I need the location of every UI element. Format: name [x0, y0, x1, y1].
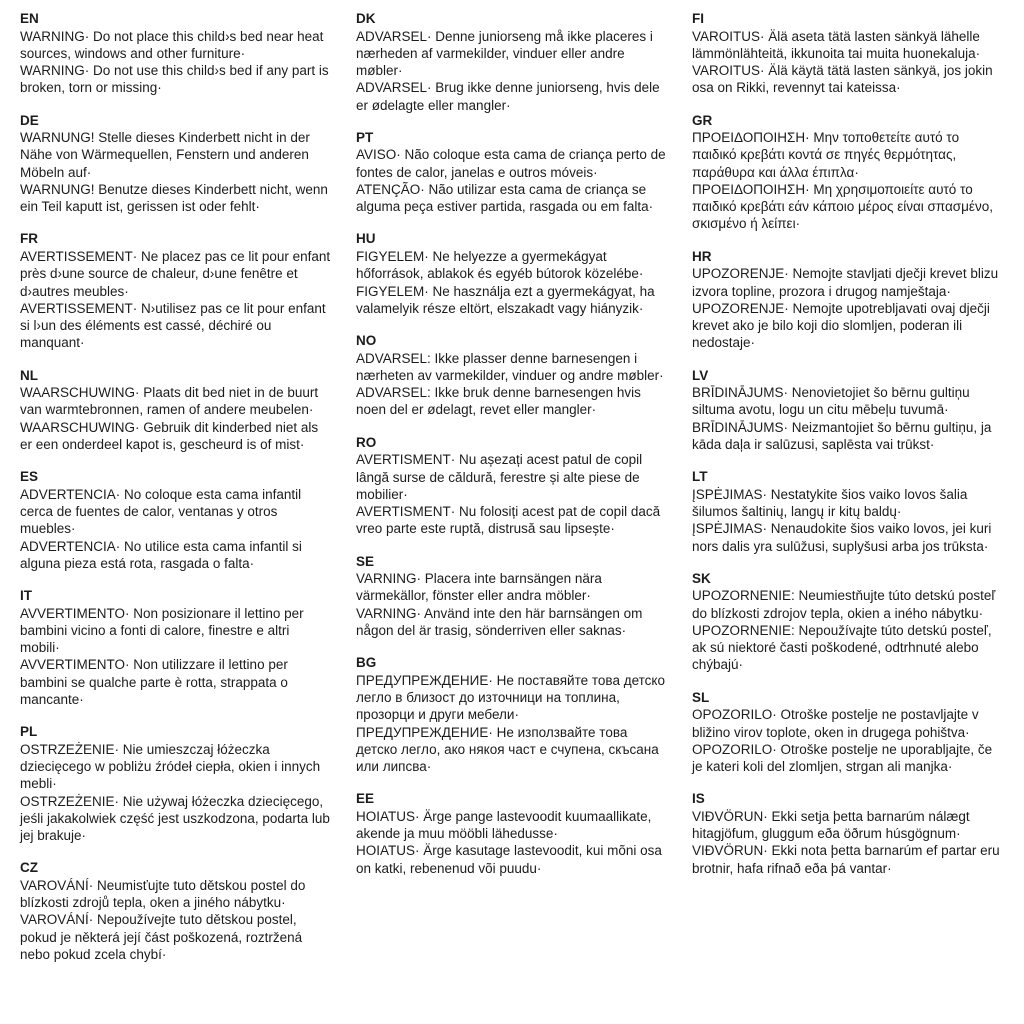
- lang-section-gr: [692, 112, 1004, 233]
- warning-text: VAROITUS· Älä käytä tätä lasten sänkyä, jos jokin osa on Rikki, revennyt tai kateissa·: [692, 63, 993, 96]
- warning-text: WARNING· Do not use this child›s bed if any part is broken, torn or missing·: [20, 63, 329, 96]
- warning-text: AVERTISSEMENT· Ne placez pas ce lit pour enfant près d›une source de chaleur, d›une fenêtre et d›autres meubles·: [20, 249, 331, 299]
- warning-text: ADVARSEL· Denne juniorseng må ikke placeres i nærheden af varmekilder, vinduer eller andre møbler·: [356, 28, 653, 79]
- lang-section-de: [20, 112, 332, 216]
- warning-column-1: [20, 10, 332, 1014]
- warning-text: OSTRZEŻENIE· Nie umieszczaj łóżeczka dziecięcego w pobliżu źródeł ciepła, okien i innych mebli·: [20, 741, 321, 792]
- lang-code-gr: GR: [692, 112, 713, 128]
- lang-section-es: [20, 468, 332, 572]
- warning-text: ATENÇÃO· Não utilizar esta cama de criança se alguma peça estiver partida, rasgada ou em falta·: [356, 181, 654, 215]
- lang-code-pl: PL: [20, 724, 38, 740]
- lang-code-es: ES: [20, 469, 39, 485]
- warning-text: VAROITUS· Älä aseta tätä lasten sänkyä lähelle lämmönlähteitä, ikkunoita tai muita huonekaluja·: [692, 28, 981, 61]
- lang-code-fi: FI: [692, 11, 704, 26]
- lang-code-bg: BG: [356, 655, 377, 671]
- warning-text: WARNUNG! Benutze dieses Kinderbett nicht, wenn ein Teil kaputt ist, gerissen ist oder fehlt·: [20, 181, 328, 215]
- warning-text: VAROVÁNÍ· Neumisťujte tuto dětskou postel do blízkosti zdrojů tepla, oken a jiného nábytku·: [20, 877, 306, 911]
- warning-text: VAROVÁNÍ· Nepoužívejte tuto dětskou postel, pokud je některá její část poškozená, roztržená nebo pokud zcela chybí·: [20, 912, 303, 962]
- warning-text: ADVARSEL: Ikke bruk denne barnesengen hvis noen del er ødelagt, revet eller mangler·: [356, 385, 641, 418]
- lang-code-ee: EE: [356, 791, 375, 807]
- warning-text: AVERTISMENT· Nu folosiți acest pat de copil dacă vreo parte este ruptă, distrusă sau lipsește·: [356, 504, 661, 537]
- lang-code-se: SE: [356, 553, 375, 569]
- warning-text: ПРЕДУПРЕЖДЕНИЕ· Не използвайте това детско легло, ако някоя част е счупена, скъсана или липсва·: [356, 724, 659, 775]
- warning-text: ĮSPĖJIMAS· Nenaudokite šios vaiko lovos, jei kuri nors dalis yra sulūžusi, suplyšusi arba jos trūksta·: [692, 521, 992, 554]
- lang-section-bg: [356, 654, 668, 775]
- warning-text: ΠΡΟΕΙΔΟΠΟΙΗΣΗ· Μη χρησιμοποιείτε αυτό το παιδικό κρεβάτι εάν κάποιο μέρος είναι σπασμένο, σκισμένο ή λείπει·: [692, 181, 993, 232]
- lang-section-dk: [356, 10, 668, 114]
- warning-text: OSTRZEŻENIE· Nie używaj łóżeczka dziecięcego, jeśli jakakolwiek część jest uszkodzona, podarta lub jej brakuje·: [20, 793, 330, 844]
- warning-text: AVISO· Não coloque esta cama de criança perto de fontes de calor, janelas e outros móveis·: [356, 147, 666, 180]
- warning-column-3: [692, 10, 1004, 1014]
- lang-code-dk: DK: [356, 11, 376, 26]
- lang-code-de: DE: [20, 112, 39, 128]
- lang-code-it: IT: [20, 588, 32, 604]
- warning-text: VIÐVÖRUN· Ekki nota þetta barnarúm ef partar eru brotnir, hafa rifnað eða þá vantar·: [692, 843, 1000, 876]
- lang-section-lv: [692, 367, 1004, 454]
- lang-section-pt: [356, 129, 668, 216]
- lang-code-fr: FR: [20, 231, 38, 247]
- lang-code-lt: LT: [692, 469, 708, 485]
- warning-text: OPOZORILO· Otroške postelje ne uporabljajte, če je kateri koli del zlomljen, strgan ali manjka·: [692, 741, 993, 775]
- warning-text: WAARSCHUWING· Plaats dit bed niet in de buurt van warmtebronnen, ramen of andere meubelen·: [20, 385, 319, 418]
- warning-text: AVERTISSEMENT· N›utilisez pas ce lit pour enfant si l›un des éléments est cassé, déchiré ou manquant·: [20, 300, 326, 351]
- lang-code-sl: SL: [692, 689, 710, 705]
- lang-code-ro: RO: [356, 434, 377, 450]
- warning-text: WARNING· Do not place this child›s bed near heat sources, windows and other furniture·: [20, 28, 324, 61]
- lang-section-fr: [20, 230, 332, 351]
- warning-text: FIGYELEM· Ne helyezze a gyermekágyat hőforrások, ablakok és egyéb bútorok közelébe·: [356, 249, 644, 282]
- warning-text: VARNING· Använd inte den här barnsängen om någon del är trasig, sönderriven eller saknas·: [356, 605, 643, 638]
- warning-text: ĮSPĖJIMAS· Nestatykite šios vaiko lovos šalia šilumos šaltinių, langų ir kitų baldų·: [692, 486, 968, 520]
- lang-section-pl: [20, 723, 332, 844]
- lang-section-hr: [692, 248, 1004, 352]
- lang-code-lv: LV: [692, 367, 709, 383]
- lang-section-it: [20, 587, 332, 708]
- warning-text: ADVARSEL: Ikke plasser denne barnesengen i nærheten av varmekilder, vinduer og andre møbler·: [356, 350, 664, 383]
- lang-section-sk: [692, 570, 1004, 674]
- lang-section-lt: [692, 468, 1004, 555]
- warning-text: VIÐVÖRUN· Ekki setja þetta barnarúm nálægt hitagjöfum, gluggum eða öðrum húsgögnum·: [692, 808, 970, 842]
- warning-text: HOIATUS· Ärge kasutage lastevoodit, kui mõni osa on katki, rebenenud või puudu·: [356, 843, 662, 876]
- warning-text: UPOZORNENIE: Nepoužívajte túto detskú posteľ, ak sú niektoré časti poškodené, odtrhnuté alebo chýbajú·: [692, 622, 992, 673]
- warning-text: ΠΡΟΕΙΔΟΠΟΙΗΣΗ· Μην τοποθετείτε αυτό το παιδικό κρεβάτι κοντά σε πηγές θερμότητας, παράθυρα και άλλα έπιπλα·: [692, 130, 960, 180]
- lang-code-cz: CZ: [20, 860, 38, 876]
- lang-code-hr: HR: [692, 248, 712, 264]
- lang-code-pt: PT: [356, 129, 374, 145]
- warning-text: AVVERTIMENTO· Non utilizzare il lettino per bambini se qualche parte è rotta, strappata o mancante·: [20, 657, 288, 707]
- warning-text: ADVERTENCIA· No coloque esta cama infantil cerca de fuentes de calor, ventanas y otros muebles·: [20, 486, 302, 537]
- warning-text: WAARSCHUWING· Gebruik dit kinderbed niet als er een onderdeel kapot is, gescheurd is of mist·: [20, 419, 319, 452]
- lang-section-cz: [20, 859, 332, 963]
- lang-section-ee: [356, 790, 668, 877]
- warning-text: BRĪDINĀJUMS· Neizmantojiet šo bērnu gultiņu, ja kāda daļa ir salūzusi, saplēsta vai trūkst·: [692, 419, 992, 452]
- warning-text: ADVERTENCIA· No utilice esta cama infantil si alguna pieza está rota, rasgada o falta·: [20, 538, 302, 571]
- warning-text: ADVARSEL· Brug ikke denne juniorseng, hvis dele er ødelagte eller mangler·: [356, 80, 660, 113]
- lang-section-nl: [20, 367, 332, 454]
- warning-column-2: [356, 10, 668, 1014]
- warning-text: UPOZORNENIE: Neumiestňujte túto detskú posteľ do blízkosti zdrojov tepla, okien a iného nábytku·: [692, 588, 996, 621]
- warning-text: BRĪDINĀJUMS· Nenovietojiet šo bērnu gultiņu siltuma avotu, logu un citu mēbeļu tuvumā·: [692, 385, 970, 418]
- lang-section-no: [356, 332, 668, 419]
- warning-text: OPOZORILO· Otroške postelje ne postavljajte v bližino virov toplote, oken in drugega pohištva·: [692, 707, 979, 740]
- lang-section-fi: [692, 10, 1004, 97]
- warning-text: UPOZORENJE· Nemojte upotrebljavati ovaj dječji krevet ako je bilo koji dio slomljen, poderan ili nedostaje·: [692, 300, 990, 351]
- lang-section-ro: [356, 434, 668, 538]
- lang-section-is: [692, 790, 1004, 877]
- lang-code-nl: NL: [20, 367, 38, 383]
- warning-text: UPOZORENJE· Nemojte stavljati dječji krevet blizu izvora topline, prozora i drugog namještaja·: [692, 266, 999, 299]
- lang-code-hu: HU: [356, 231, 376, 247]
- lang-code-no: NO: [356, 333, 377, 349]
- warning-text: VARNING· Placera inte barnsängen nära värmekällor, fönster eller andra möbler·: [356, 571, 602, 604]
- lang-code-en: EN: [20, 11, 39, 26]
- lang-section-sl: [692, 689, 1004, 776]
- warning-text: WARNUNG! Stelle dieses Kinderbett nicht in der Nähe von Wärmequellen, Fenstern und anderen Möbeln auf·: [20, 130, 310, 180]
- lang-code-sk: SK: [692, 570, 711, 586]
- lang-section-se: [356, 553, 668, 640]
- warning-text: FIGYELEM· Ne használja ezt a gyermekágyat, ha valamelyik része eltört, elszakadt vagy hiányzik·: [356, 283, 655, 316]
- lang-section-hu: [356, 230, 668, 317]
- warning-text: AVVERTIMENTO· Non posizionare il lettino per bambini vicino a fonti di calore, finestre e altri mobili·: [20, 605, 304, 656]
- lang-section-en: [20, 10, 332, 97]
- warning-text: AVERTISMENT· Nu așezați acest patul de copil lângă surse de căldură, ferestre și alte piese de mobilier·: [356, 452, 643, 502]
- lang-code-is: IS: [692, 791, 705, 807]
- warning-text: HOIATUS· Ärge pange lastevoodit kuumaallikate, akende ja muu mööbli lähedusse·: [356, 808, 652, 842]
- warning-text: ПРЕДУПРЕЖДЕНИЕ· Не поставяйте това детско легло в близост до източници на топлина, прозорци и други мебели·: [356, 672, 665, 723]
